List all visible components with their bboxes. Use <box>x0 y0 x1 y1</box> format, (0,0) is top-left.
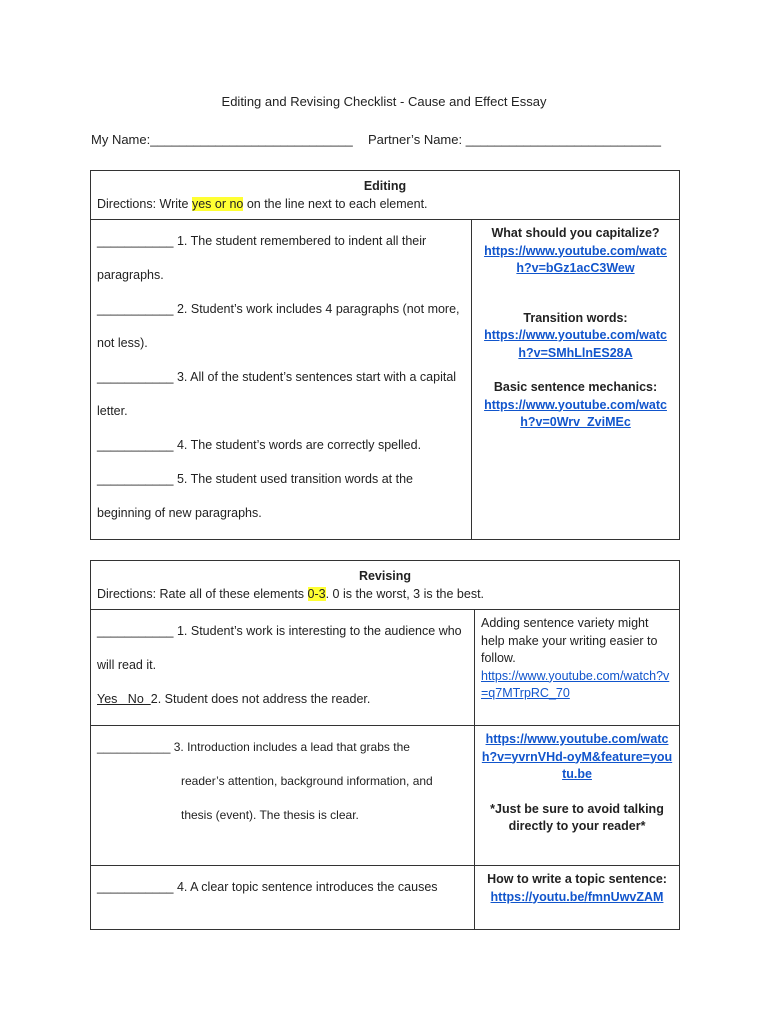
resource-link[interactable]: https://www.youtube.com/watch?v=SMhLlnES28A <box>484 328 667 360</box>
tip-link[interactable]: https://www.youtube.com/watch?v=yvrnVHd-oyM&feature=youtu.be <box>481 732 673 781</box>
revising-item: ___________ 4. A clear topic sentence introduces the causes <box>97 880 438 894</box>
editing-resources <box>472 220 680 540</box>
answer-blank[interactable]: ___________ <box>97 624 174 638</box>
name-line <box>91 132 681 147</box>
editing-item: ___________ 4. The student’s words are correctly spelled. <box>97 438 422 452</box>
editing-directions: Directions: Write yes or no on the line next to each element. <box>97 197 428 211</box>
revising-directions-highlight: 0-3 <box>307 587 326 601</box>
partner-name-label: Partner’s Name: <box>367 132 463 147</box>
tip-label: How to write a topic sentence: <box>487 872 667 886</box>
editing-item: ___________ 2. Student’s work includes 4 paragraphs (not more, not less). <box>97 302 460 350</box>
resource-label: Transition words: <box>523 310 628 325</box>
answer-blank[interactable]: ___________ <box>97 880 174 894</box>
revising-row-3 <box>91 866 475 930</box>
revising-tip-2 <box>475 726 680 866</box>
yes-no-choice[interactable]: Yes No <box>97 692 151 706</box>
revising-item: ___________ 3. Introduction includes a lead that grabs the <box>97 740 410 754</box>
resource-label: What should you capitalize? <box>491 226 660 240</box>
answer-blank[interactable]: ___________ <box>97 740 171 754</box>
revising-item-line: reader’s attention, background information, and <box>181 774 433 788</box>
revising-tip-1 <box>475 610 680 726</box>
resource-link[interactable]: https://www.youtube.com/watch?v=bGz1acC3Wew <box>484 243 667 275</box>
editing-directions-highlight: yes or no <box>191 197 244 211</box>
tip-link[interactable]: https://www.youtube.com/watch?v=q7MTrpRC_70 <box>481 668 670 700</box>
my-name-label: My Name: <box>91 132 151 147</box>
editing-item: ___________ 1. The student remembered to indent all their paragraphs. <box>97 234 427 282</box>
answer-blank[interactable]: ___________ <box>97 370 174 384</box>
revising-heading: Revising <box>358 569 412 583</box>
editing-header <box>91 171 680 220</box>
resource-label: Basic sentence mechanics: <box>493 380 658 394</box>
revising-header <box>91 561 680 610</box>
editing-items <box>91 220 472 540</box>
tip-note: *Just be sure to avoid talking directly to your reader* <box>490 801 664 833</box>
editing-table <box>90 170 680 540</box>
revising-directions: Directions: Rate all of these elements 0-3. 0 is the worst, 3 is the best. <box>97 587 485 601</box>
revising-item-line: thesis (event). The thesis is clear. <box>181 808 359 822</box>
my-name-blank[interactable]: ____________________________ <box>150 132 353 147</box>
editing-item: ___________ 5. The student used transition words at the beginning of new paragraphs. <box>97 472 413 520</box>
partner-name-blank[interactable]: ___________________________ <box>465 132 661 147</box>
document-title: Editing and Revising Checklist - Cause and Effect Essay <box>221 94 547 109</box>
answer-blank[interactable]: ___________ <box>97 302 174 316</box>
revising-item: ___________ 1. Student’s work is interesting to the audience who will read it. <box>97 624 462 672</box>
resource-link[interactable]: https://www.youtube.com/watch?v=0Wrv_ZviMEc <box>484 397 667 429</box>
revising-table <box>90 560 680 930</box>
revising-row-2 <box>91 726 475 866</box>
revising-row-1 <box>91 610 475 726</box>
revising-item: Yes No 2. Student does not address the reader. <box>97 692 371 706</box>
answer-blank[interactable]: ___________ <box>97 472 174 486</box>
tip-text: Adding sentence variety might help make your writing easier to follow. <box>481 616 658 665</box>
editing-item: ___________ 3. All of the student’s sentences start with a capital letter. <box>97 370 457 418</box>
revising-tip-3 <box>475 866 680 930</box>
answer-blank[interactable]: ___________ <box>97 234 174 248</box>
answer-blank[interactable]: ___________ <box>97 438 174 452</box>
tip-link[interactable]: https://youtu.be/fmnUwvZAM <box>490 889 664 904</box>
editing-heading: Editing <box>363 179 407 193</box>
